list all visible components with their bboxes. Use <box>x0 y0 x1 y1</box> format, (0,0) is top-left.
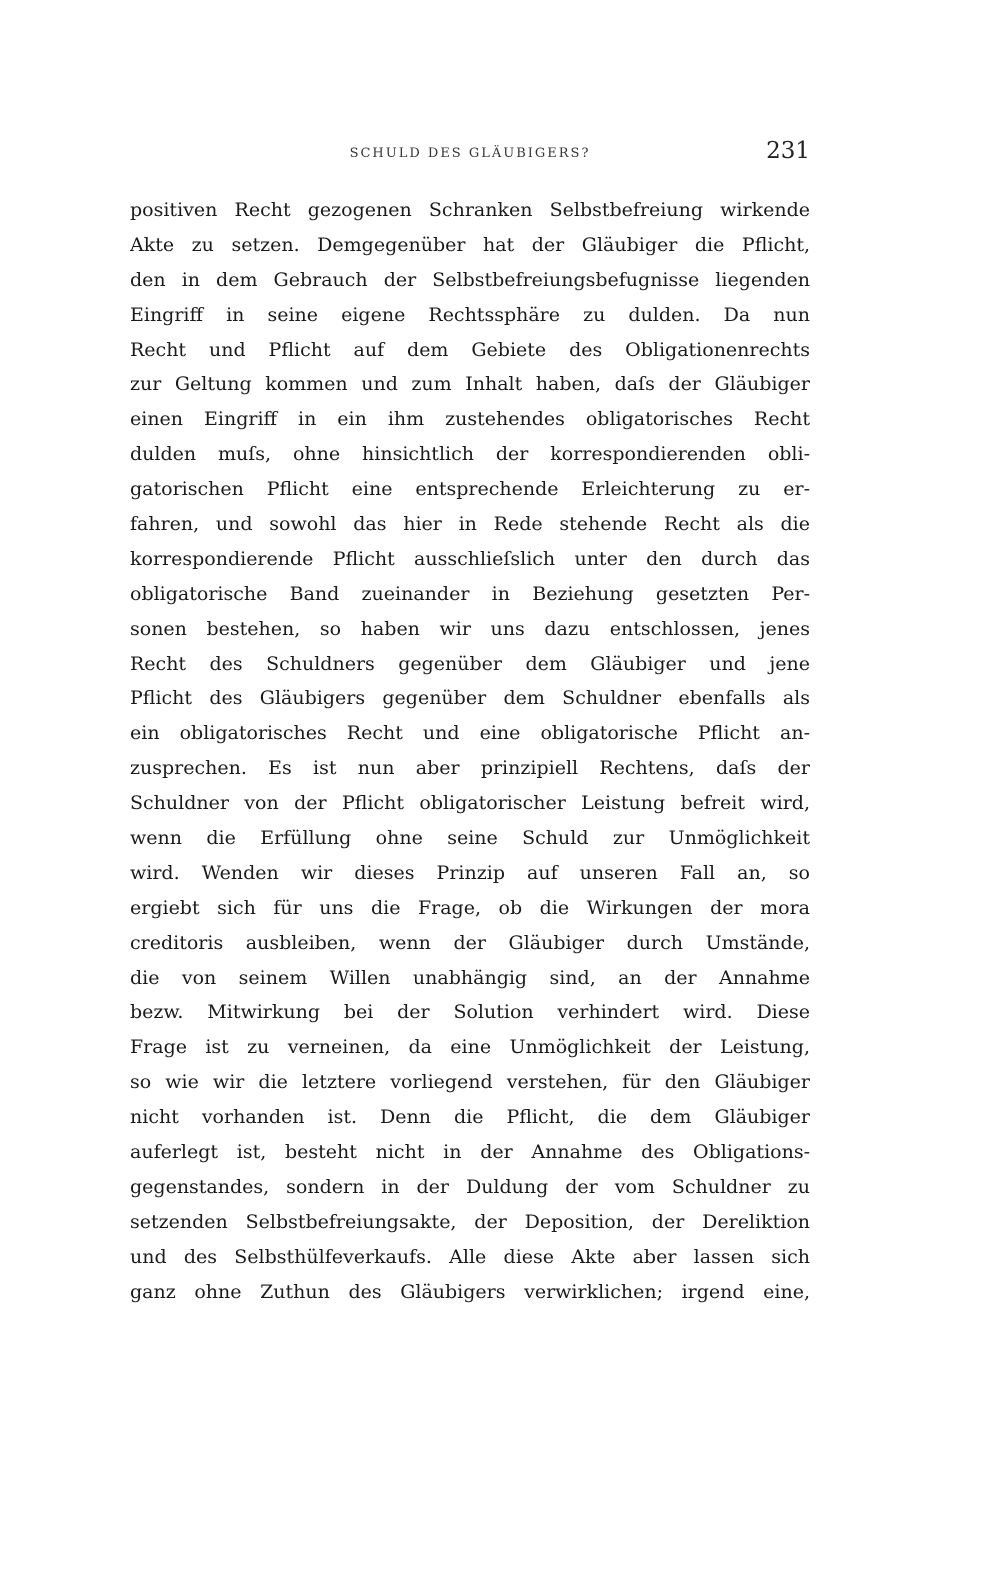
page-number: 231 <box>766 138 810 164</box>
text-line: bezw. Mitwirkung bei der Solution verhindert wird. Diese <box>130 1001 810 1024</box>
text-line: obligatorische Band zueinander in Beziehung gesetzten Per- <box>130 582 810 605</box>
text-line: die von seinem Willen unabhängig sind, an der Annahme <box>130 966 810 989</box>
text-line: Frage ist zu verneinen, da eine Unmöglichkeit der Leistung, <box>130 1036 810 1059</box>
text-line: dulden muſs, ohne hinsichtlich der korrespondierenden obli- <box>130 443 810 466</box>
text-line: nicht vorhanden ist. Denn die Pflicht, die dem Gläubiger <box>130 1106 810 1129</box>
text-line: einen Eingriff in ein ihm zustehendes obligatorisches Recht <box>130 408 810 431</box>
body-text <box>130 193 810 1310</box>
text-line: so wie wir die letztere vorliegend verstehen, für den Gläubiger <box>130 1071 810 1094</box>
text-line: sonen bestehen, so haben wir uns dazu entschlossen, jenes <box>130 617 810 640</box>
text-line: wird. Wenden wir dieses Prinzip auf unseren Fall an, so <box>130 861 810 884</box>
text-line: Recht und Pflicht auf dem Gebiete des Obligationenrechts <box>130 338 810 361</box>
running-title: SCHULD DES GLÄUBIGERS? <box>349 146 591 161</box>
text-line: Eingriff in seine eigene Rechtssphäre zu dulden. Da nun <box>130 303 810 326</box>
text-line: positiven Recht gezogenen Schranken Selbstbefreiung wirkende <box>130 199 810 221</box>
text-line: Akte zu setzen. Demgegenüber hat der Gläubiger die Pflicht, <box>130 233 810 256</box>
text-line: ganz ohne Zuthun des Gläubigers verwirklichen; irgend eine, <box>130 1280 810 1303</box>
text-line: setzenden Selbstbefreiungsakte, der Deposition, der Dereliktion <box>130 1210 810 1233</box>
text-line: korrespondierende Pflicht ausschlieſslich unter den durch das <box>130 547 810 570</box>
text-line: auferlegt ist, besteht nicht in der Annahme des Obligations- <box>130 1141 810 1164</box>
text-line: creditoris ausbleiben, wenn der Gläubiger durch Umstände, <box>130 931 810 954</box>
text-line: zur Geltung kommen und zum Inhalt haben, daſs der Gläubiger <box>130 373 810 396</box>
text-line: wenn die Erfüllung ohne seine Schuld zur Unmöglichkeit <box>130 827 810 850</box>
text-line: Pflicht des Gläubigers gegenüber dem Schuldner ebenfalls als <box>130 687 810 710</box>
text-line: Recht des Schuldners gegenüber dem Gläubiger und jene <box>130 652 810 675</box>
text-line: und des Selbsthülfeverkaufs. Alle diese Akte aber lassen sich <box>130 1245 810 1268</box>
running-header <box>130 136 810 176</box>
text-line: ein obligatorisches Recht und eine obligatorische Pflicht an- <box>130 722 810 745</box>
text-line: gegenstandes, sondern in der Duldung der vom Schuldner zu <box>130 1175 810 1198</box>
text-line: den in dem Gebrauch der Selbstbefreiungsbefugnisse liegenden <box>130 268 810 291</box>
text-line: fahren, und sowohl das hier in Rede stehende Recht als die <box>130 513 810 536</box>
text-line: zusprechen. Es ist nun aber prinzipiell Rechtens, daſs der <box>130 757 810 780</box>
text-line: ergiebt sich für uns die Frage, ob die Wirkungen der mora <box>130 896 810 919</box>
text-line: gatorischen Pflicht eine entsprechende Erleichterung zu er- <box>130 478 810 501</box>
text-line: Schuldner von der Pflicht obligatorischer Leistung befreit wird, <box>130 792 810 815</box>
